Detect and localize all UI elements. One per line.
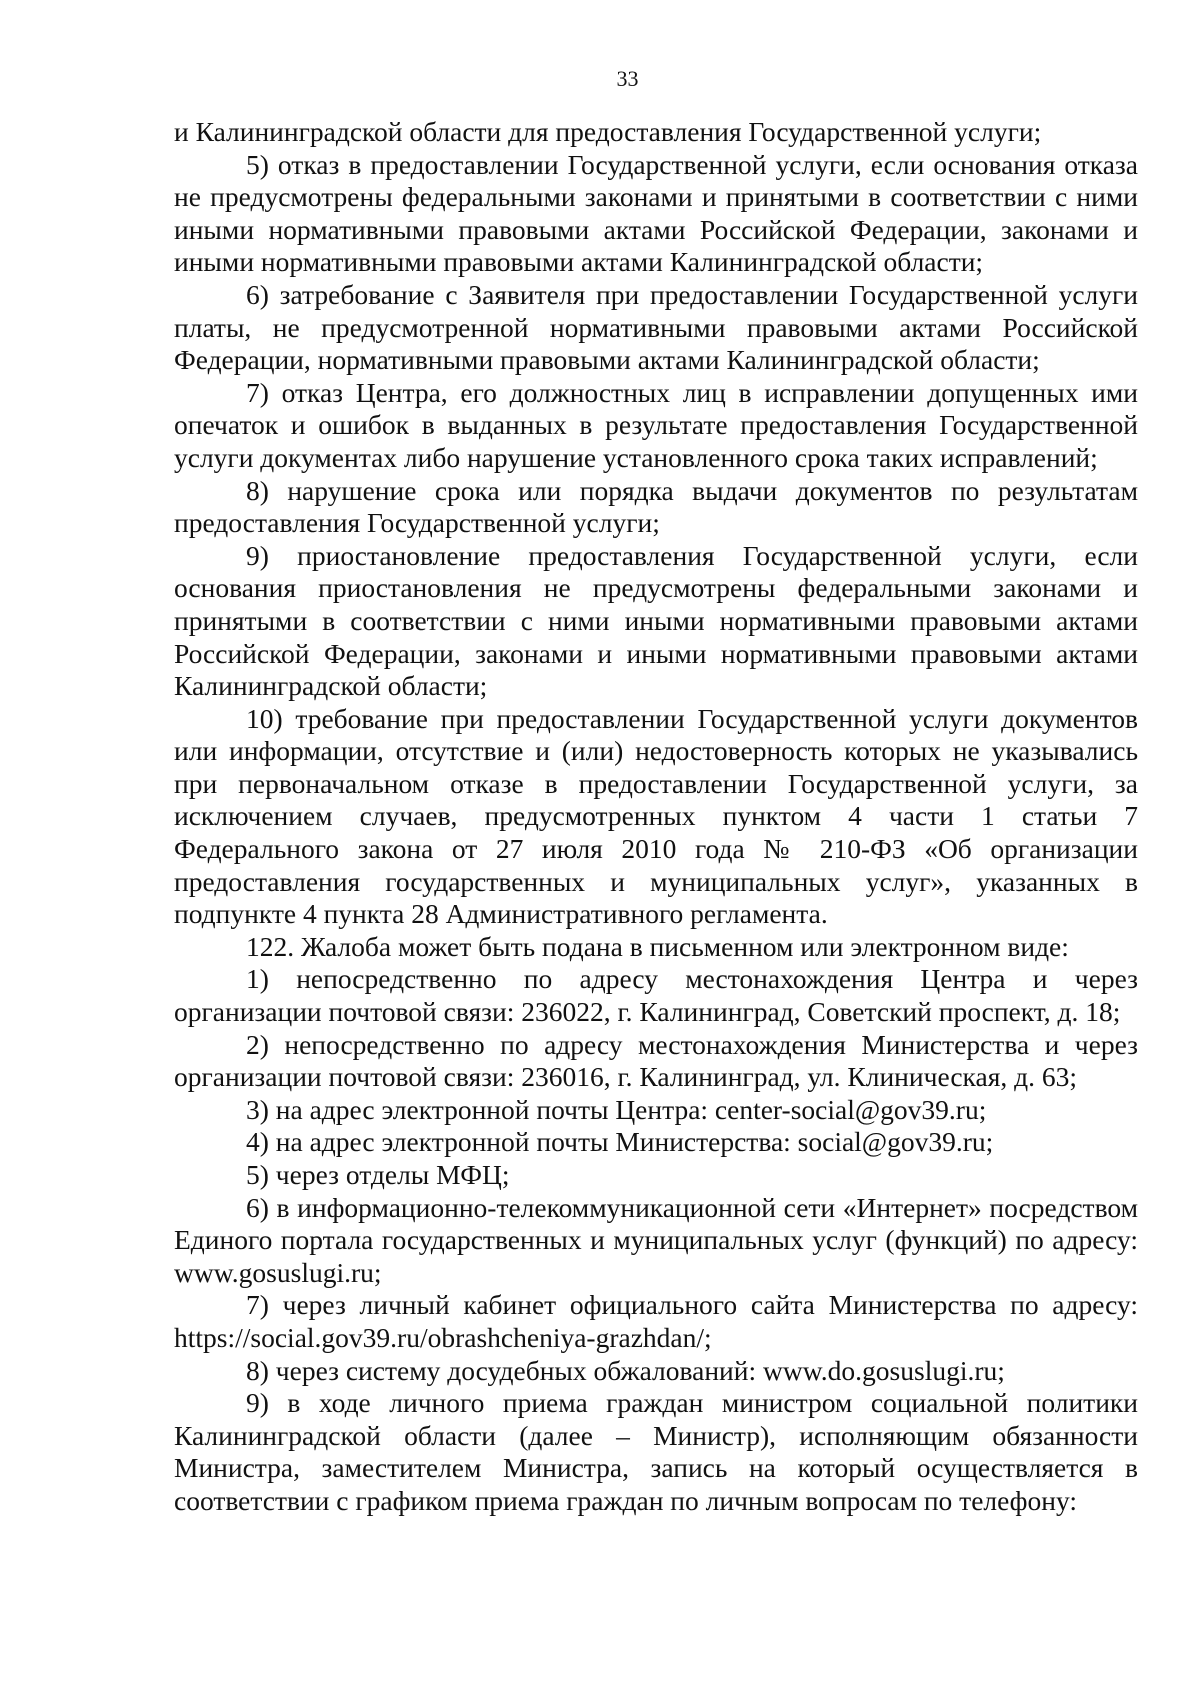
paragraph-item-9-suspension: 9) приостановление предоставления Государственной услуги, если основания приостановления не предусмотрены федеральными законами и принятыми в соответствии с ними иными нормативными правовыми актами Российской Федерации, законами и иными нормативными правовыми актами Калининградской области;	[174, 539, 1138, 702]
paragraph-channel-7-personal-account: 7) через личный кабинет официального сайта Министерства по адресу: https://social.gov39.ru/obrashcheniya-grazhdan/;	[174, 1289, 1138, 1353]
paragraph-item-6-payment: 6) затребование с Заявителя при предоставлении Государственной услуги платы, не предусмотренной нормативными правовыми актами Российской Федерации, нормативными правовыми актами Калининградской области;	[174, 278, 1138, 376]
paragraph-channel-3-center-email: 3) на адрес электронной почты Центра: center-social@gov39.ru;	[246, 1093, 987, 1125]
document-body	[174, 116, 1138, 1518]
paragraph-channel-8-pretrial-system: 8) через систему досудебных обжалований: www.do.gosuslugi.ru;	[246, 1354, 1005, 1386]
paragraph-continuation: и Калининградской области для предоставления Государственной услуги;	[174, 116, 1042, 147]
paragraph-channel-4-ministry-email: 4) на адрес электронной почты Министерства: social@gov39.ru;	[246, 1126, 994, 1158]
paragraph-channel-2-ministry-address: 2) непосредственно по адресу местонахождения Министерства и через организации почтовой связи: 236016, г. Калининград, ул. Клиническая, д. 63;	[174, 1028, 1138, 1093]
paragraph-channel-1-center-address: 1) непосредственно по адресу местонахождения Центра и через организации почтовой связи: 236022, г. Калининград, Советский проспект, д. 18;	[174, 963, 1138, 1028]
paragraph-item-8-deadline: 8) нарушение срока или порядка выдачи документов по результатам предоставления Государственной услуги;	[174, 474, 1138, 539]
paragraph-channel-6-gosuslugi: 6) в информационно-телекоммуникационной сети «Интернет» посредством Единого портала государственных и муниципальных услуг (функций) по адресу: www.gosuslugi.ru;	[174, 1191, 1138, 1288]
page-number: 33	[616, 66, 639, 91]
paragraph-item-7-corrections: 7) отказ Центра, его должностных лиц в исправлении допущенных ими опечаток и ошибок в выданных в результате предоставления Государственной услуги документах либо нарушение установленного срока таких исправлений;	[174, 376, 1138, 473]
paragraph-section-122: 122. Жалоба может быть подана в письменном или электронном виде:	[246, 930, 1069, 962]
paragraph-channel-5-mfc: 5) через отделы МФЦ;	[246, 1159, 510, 1190]
paragraph-item-5-refusal: 5) отказ в предоставлении Государственной услуги, если основания отказа не предусмотрены федеральными законами и принятыми в соответствии с ними иными нормативными правовыми актами Российской Федерации, законами и иными нормативными правовыми актами Калининградской области;	[174, 148, 1138, 278]
paragraph-item-10-requirement: 10) требование при предоставлении Государственной услуги документов или информации, отсутствие и (или) недостоверность которых не указывались при первоначальном отказе в предоставлении Государственной услуги, за исключением случаев, предусмотренных пунктом 4 части 1 статьи 7 Федерального закона от 27 июля 2010 года № 210-ФЗ «Об организации предоставления государственных и муниципальных услуг», указанных в подпункте 4 пункта 28 Административного регламента.	[174, 702, 1138, 930]
paragraph-channel-9-personal-reception: 9) в ходе личного приема граждан министром социальной политики Калининградской области (далее – Министр), исполняющим обязанности Министра, заместителем Министра, запись на который осуществляется в соответствии с графиком приема граждан по личным вопросам по телефону:	[174, 1387, 1138, 1516]
